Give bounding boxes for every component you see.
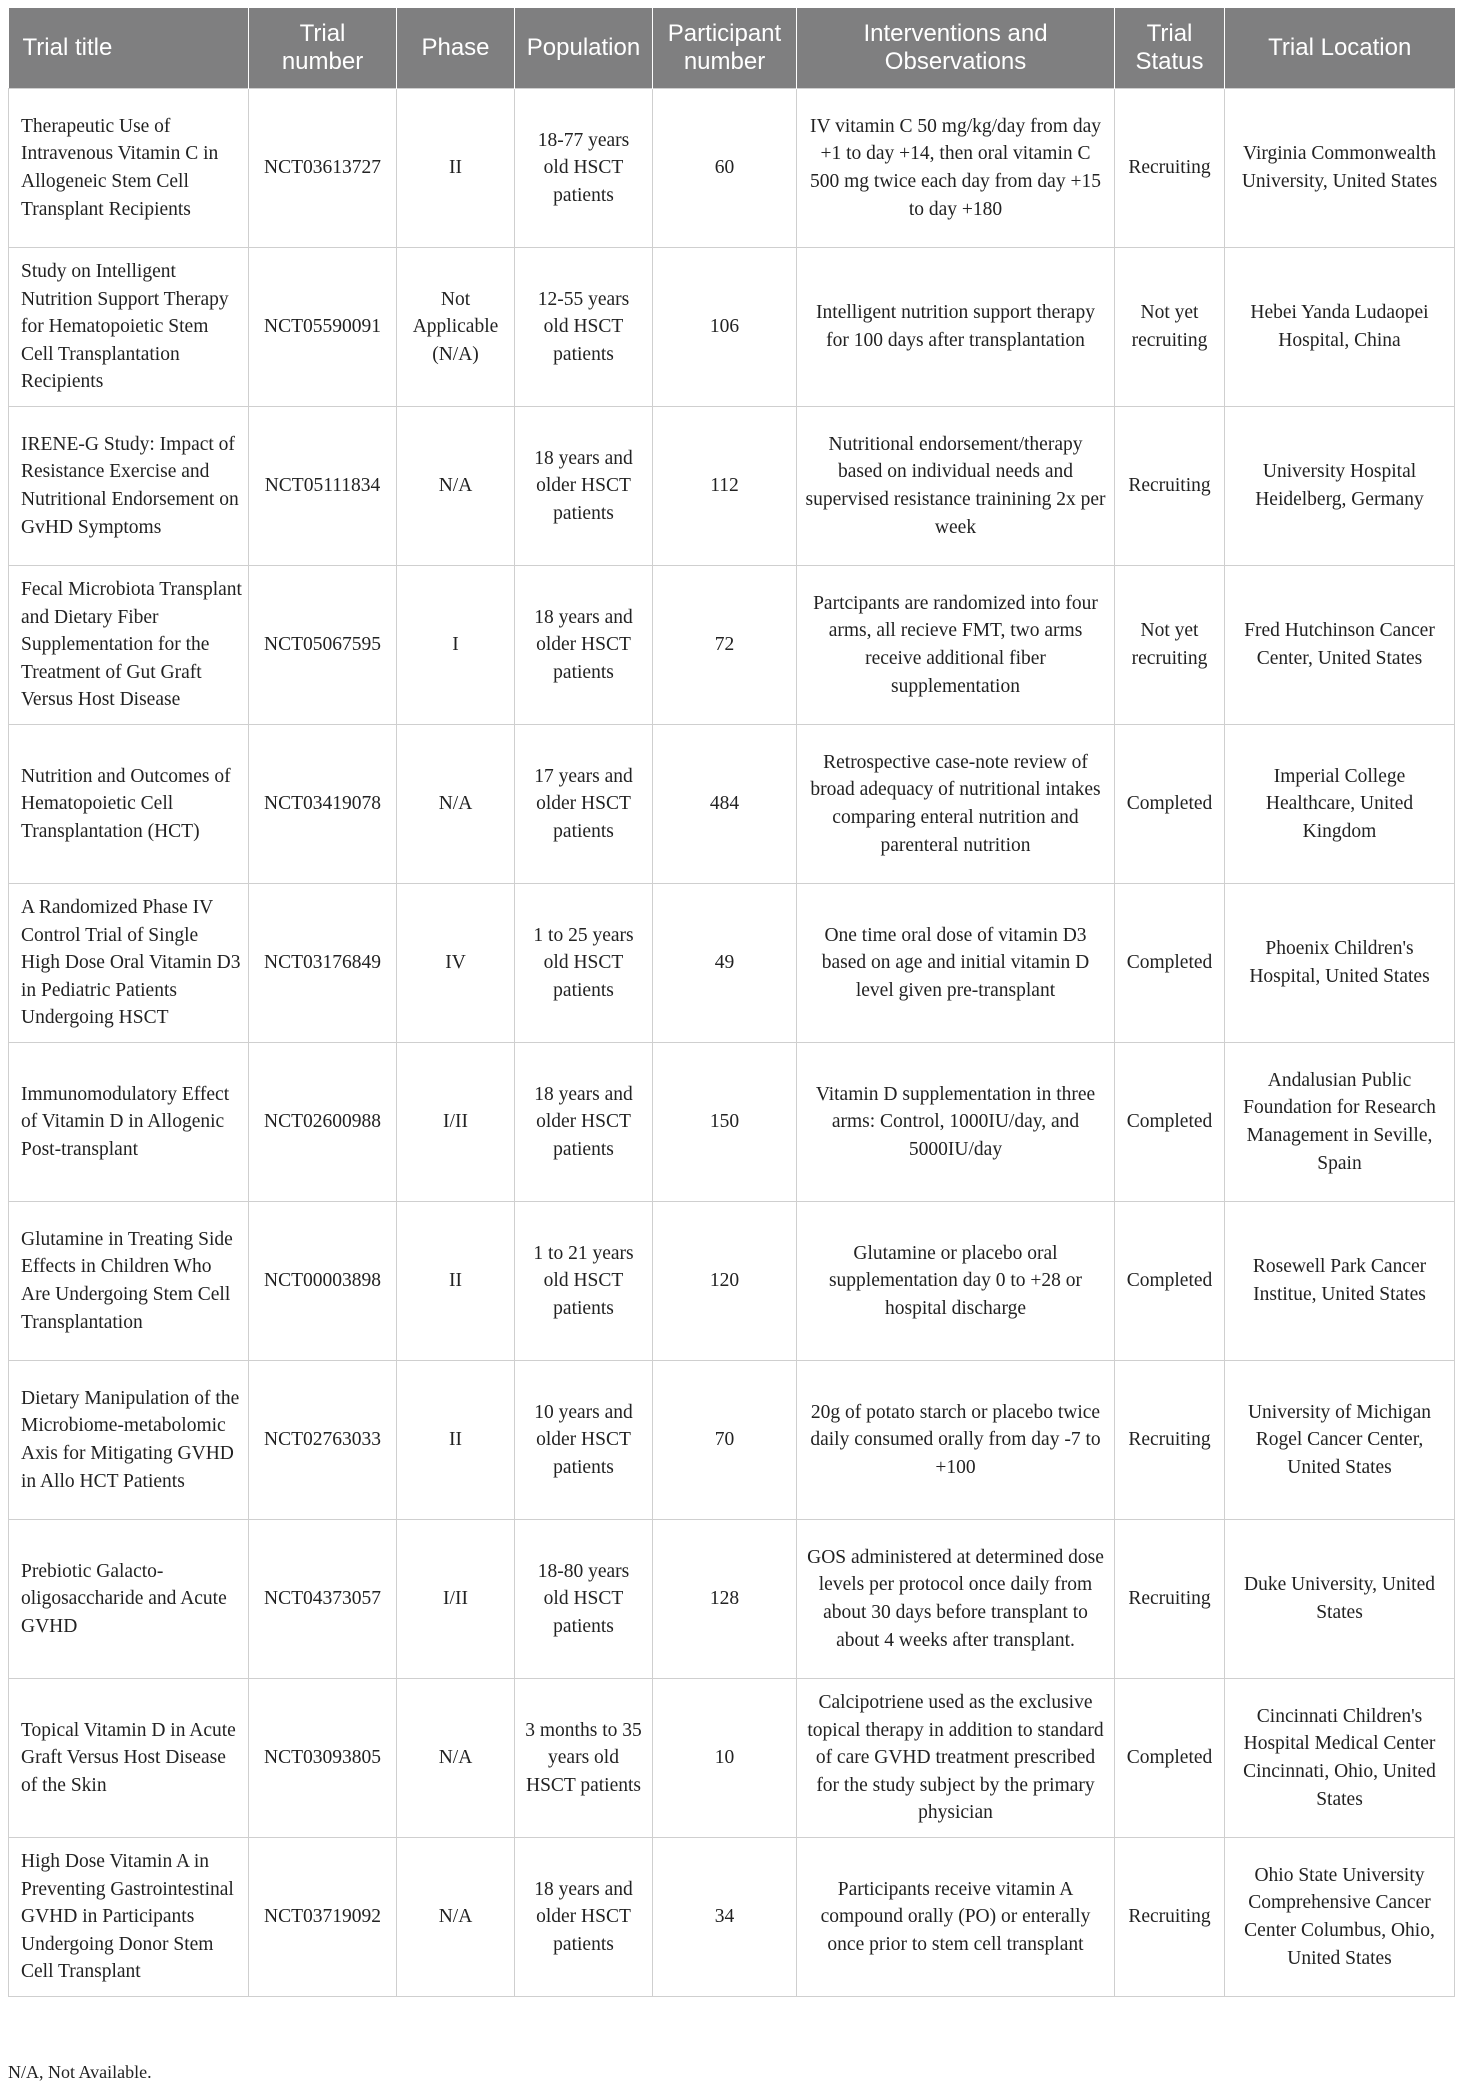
cell-trial-title: Nutrition and Outcomes of Hematopoietic Cell Transplantation (HCT) [9,725,249,884]
cell-trial-number: NCT05590091 [249,248,397,407]
header-trial-location: Trial Location [1225,8,1455,89]
cell-trial-location: University Hospital Heidelberg, Germany [1225,407,1455,566]
header-row [9,8,1455,89]
cell-phase: II [397,89,515,248]
cell-trial-status: Completed [1115,1679,1225,1838]
cell-phase: I/II [397,1520,515,1679]
cell-trial-number: NCT02600988 [249,1043,397,1202]
cell-trial-title: Fecal Microbiota Transplant and Dietary Fiber Supplementation for the Treatment of Gut Graft Versus Host Disease [9,566,249,725]
cell-trial-number: NCT05111834 [249,407,397,566]
cell-trial-number: NCT03093805 [249,1679,397,1838]
cell-trial-location: Phoenix Children's Hospital, United States [1225,884,1455,1043]
table-header [9,8,1455,89]
cell-trial-location: University of Michigan Rogel Cancer Center, United States [1225,1361,1455,1520]
cell-phase: II [397,1361,515,1520]
cell-population: 18 years and older HSCT patients [515,1838,653,1997]
cell-phase: N/A [397,1838,515,1997]
table-row [9,1838,1455,1997]
cell-trial-title: IRENE-G Study: Impact of Resistance Exercise and Nutritional Endorsement on GvHD Symptoms [9,407,249,566]
cell-trial-location: Ohio State University Comprehensive Cancer Center Columbus, Ohio, United States [1225,1838,1455,1997]
cell-trial-number: NCT04373057 [249,1520,397,1679]
cell-participant-number: 112 [653,407,797,566]
cell-population: 18-80 years old HSCT patients [515,1520,653,1679]
cell-trial-number: NCT00003898 [249,1202,397,1361]
header-trial-number: Trial number [249,8,397,89]
cell-interventions: Intelligent nutrition support therapy for 100 days after transplantation [797,248,1115,407]
cell-trial-location: Hebei Yanda Ludaopei Hospital, China [1225,248,1455,407]
cell-trial-status: Completed [1115,725,1225,884]
cell-interventions: Calcipotriene used as the exclusive topical therapy in addition to standard of care GVHD treatment prescribed for the study subject by the primary physician [797,1679,1115,1838]
clinical-trials-table [8,8,1455,1997]
cell-participant-number: 106 [653,248,797,407]
cell-phase: N/A [397,1679,515,1838]
table-row [9,1043,1455,1202]
cell-phase: N/A [397,725,515,884]
cell-trial-title: Study on Intelligent Nutrition Support Therapy for Hematopoietic Stem Cell Transplantation Recipients [9,248,249,407]
cell-population: 3 months to 35 years old HSCT patients [515,1679,653,1838]
cell-interventions: Partcipants are randomized into four arms, all recieve FMT, two arms receive additional fiber supplementation [797,566,1115,725]
cell-trial-status: Recruiting [1115,407,1225,566]
cell-participant-number: 484 [653,725,797,884]
cell-participant-number: 72 [653,566,797,725]
cell-trial-title: Prebiotic Galacto-oligosaccharide and Acute GVHD [9,1520,249,1679]
cell-population: 18 years and older HSCT patients [515,407,653,566]
cell-trial-location: Imperial College Healthcare, United Kingdom [1225,725,1455,884]
cell-participant-number: 150 [653,1043,797,1202]
cell-participant-number: 120 [653,1202,797,1361]
cell-trial-title: Glutamine in Treating Side Effects in Children Who Are Undergoing Stem Cell Transplantation [9,1202,249,1361]
cell-trial-location: Virginia Commonwealth University, United States [1225,89,1455,248]
cell-interventions: GOS administered at determined dose levels per protocol once daily from about 30 days before transplant to about 4 weeks after transplant. [797,1520,1115,1679]
cell-phase: I [397,566,515,725]
cell-trial-location: Andalusian Public Foundation for Research Management in Seville, Spain [1225,1043,1455,1202]
cell-trial-title: Dietary Manipulation of the Microbiome-metabolomic Axis for Mitigating GVHD in Allo HCT Patients [9,1361,249,1520]
table-footnote: N/A, Not Available. [8,2062,152,2082]
cell-trial-title: Immunomodulatory Effect of Vitamin D in Allogenic Post-transplant [9,1043,249,1202]
cell-trial-number: NCT03719092 [249,1838,397,1997]
cell-trial-status: Completed [1115,1202,1225,1361]
cell-interventions: Glutamine or placebo oral supplementation day 0 to +28 or hospital discharge [797,1202,1115,1361]
cell-phase: Not Applicable (N/A) [397,248,515,407]
cell-interventions: Retrospective case-note review of broad adequacy of nutritional intakes comparing enteral nutrition and parenteral nutrition [797,725,1115,884]
table-row [9,1520,1455,1679]
table-row [9,407,1455,566]
cell-trial-status: Recruiting [1115,89,1225,248]
cell-phase: I/II [397,1043,515,1202]
cell-population: 18 years and older HSCT patients [515,1043,653,1202]
cell-trial-number: NCT05067595 [249,566,397,725]
cell-phase: IV [397,884,515,1043]
cell-participant-number: 34 [653,1838,797,1997]
cell-interventions: Nutritional endorsement/therapy based on individual needs and supervised resistance trainining 2x per week [797,407,1115,566]
cell-interventions: Vitamin D supplementation in three arms: Control, 1000IU/day, and 5000IU/day [797,1043,1115,1202]
cell-trial-location: Duke University, United States [1225,1520,1455,1679]
header-population: Population [515,8,653,89]
table-row [9,89,1455,248]
cell-trial-status: Not yet recruiting [1115,248,1225,407]
cell-trial-status: Recruiting [1115,1361,1225,1520]
cell-phase: N/A [397,407,515,566]
cell-population: 17 years and older HSCT patients [515,725,653,884]
cell-trial-title: Therapeutic Use of Intravenous Vitamin C in Allogeneic Stem Cell Transplant Recipients [9,89,249,248]
cell-population: 18 years and older HSCT patients [515,566,653,725]
cell-interventions: 20g of potato starch or placebo twice daily consumed orally from day -7 to +100 [797,1361,1115,1520]
cell-trial-location: Cincinnati Children's Hospital Medical Center Cincinnati, Ohio, United States [1225,1679,1455,1838]
cell-trial-title: A Randomized Phase IV Control Trial of Single High Dose Oral Vitamin D3 in Pediatric Patients Undergoing HSCT [9,884,249,1043]
header-participant-number: Participant number [653,8,797,89]
cell-trial-status: Not yet recruiting [1115,566,1225,725]
cell-trial-number: NCT03613727 [249,89,397,248]
cell-participant-number: 49 [653,884,797,1043]
cell-trial-title: Topical Vitamin D in Acute Graft Versus Host Disease of the Skin [9,1679,249,1838]
table-row [9,1202,1455,1361]
cell-population: 18-77 years old HSCT patients [515,89,653,248]
cell-interventions: One time oral dose of vitamin D3 based on age and initial vitamin D level given pre-transplant [797,884,1115,1043]
cell-trial-status: Completed [1115,884,1225,1043]
header-trial-title: Trial title [9,8,249,89]
cell-trial-location: Fred Hutchinson Cancer Center, United States [1225,566,1455,725]
cell-phase: II [397,1202,515,1361]
table-row [9,725,1455,884]
cell-trial-number: NCT02763033 [249,1361,397,1520]
cell-participant-number: 70 [653,1361,797,1520]
trials-table-container [8,8,1454,1997]
cell-trial-location: Rosewell Park Cancer Institue, United States [1225,1202,1455,1361]
table-body [9,89,1455,1997]
cell-participant-number: 10 [653,1679,797,1838]
cell-participant-number: 60 [653,89,797,248]
table-row [9,248,1455,407]
cell-population: 1 to 21 years old HSCT patients [515,1202,653,1361]
table-row [9,1679,1455,1838]
table-row [9,1361,1455,1520]
header-trial-status: Trial Status [1115,8,1225,89]
cell-trial-status: Completed [1115,1043,1225,1202]
cell-interventions: IV vitamin C 50 mg/kg/day from day +1 to day +14, then oral vitamin C 500 mg twice each day from day +15 to day +180 [797,89,1115,248]
cell-trial-number: NCT03419078 [249,725,397,884]
cell-trial-status: Recruiting [1115,1520,1225,1679]
header-interventions: Interventions and Observations [797,8,1115,89]
cell-trial-status: Recruiting [1115,1838,1225,1997]
header-phase: Phase [397,8,515,89]
cell-participant-number: 128 [653,1520,797,1679]
cell-trial-title: High Dose Vitamin A in Preventing Gastrointestinal GVHD in Participants Undergoing Donor Stem Cell Transplant [9,1838,249,1997]
cell-population: 12-55 years old HSCT patients [515,248,653,407]
table-row [9,884,1455,1043]
table-row [9,566,1455,725]
cell-population: 10 years and older HSCT patients [515,1361,653,1520]
cell-trial-number: NCT03176849 [249,884,397,1043]
cell-population: 1 to 25 years old HSCT patients [515,884,653,1043]
cell-interventions: Participants receive vitamin A compound orally (PO) or enterally once prior to stem cell transplant [797,1838,1115,1997]
